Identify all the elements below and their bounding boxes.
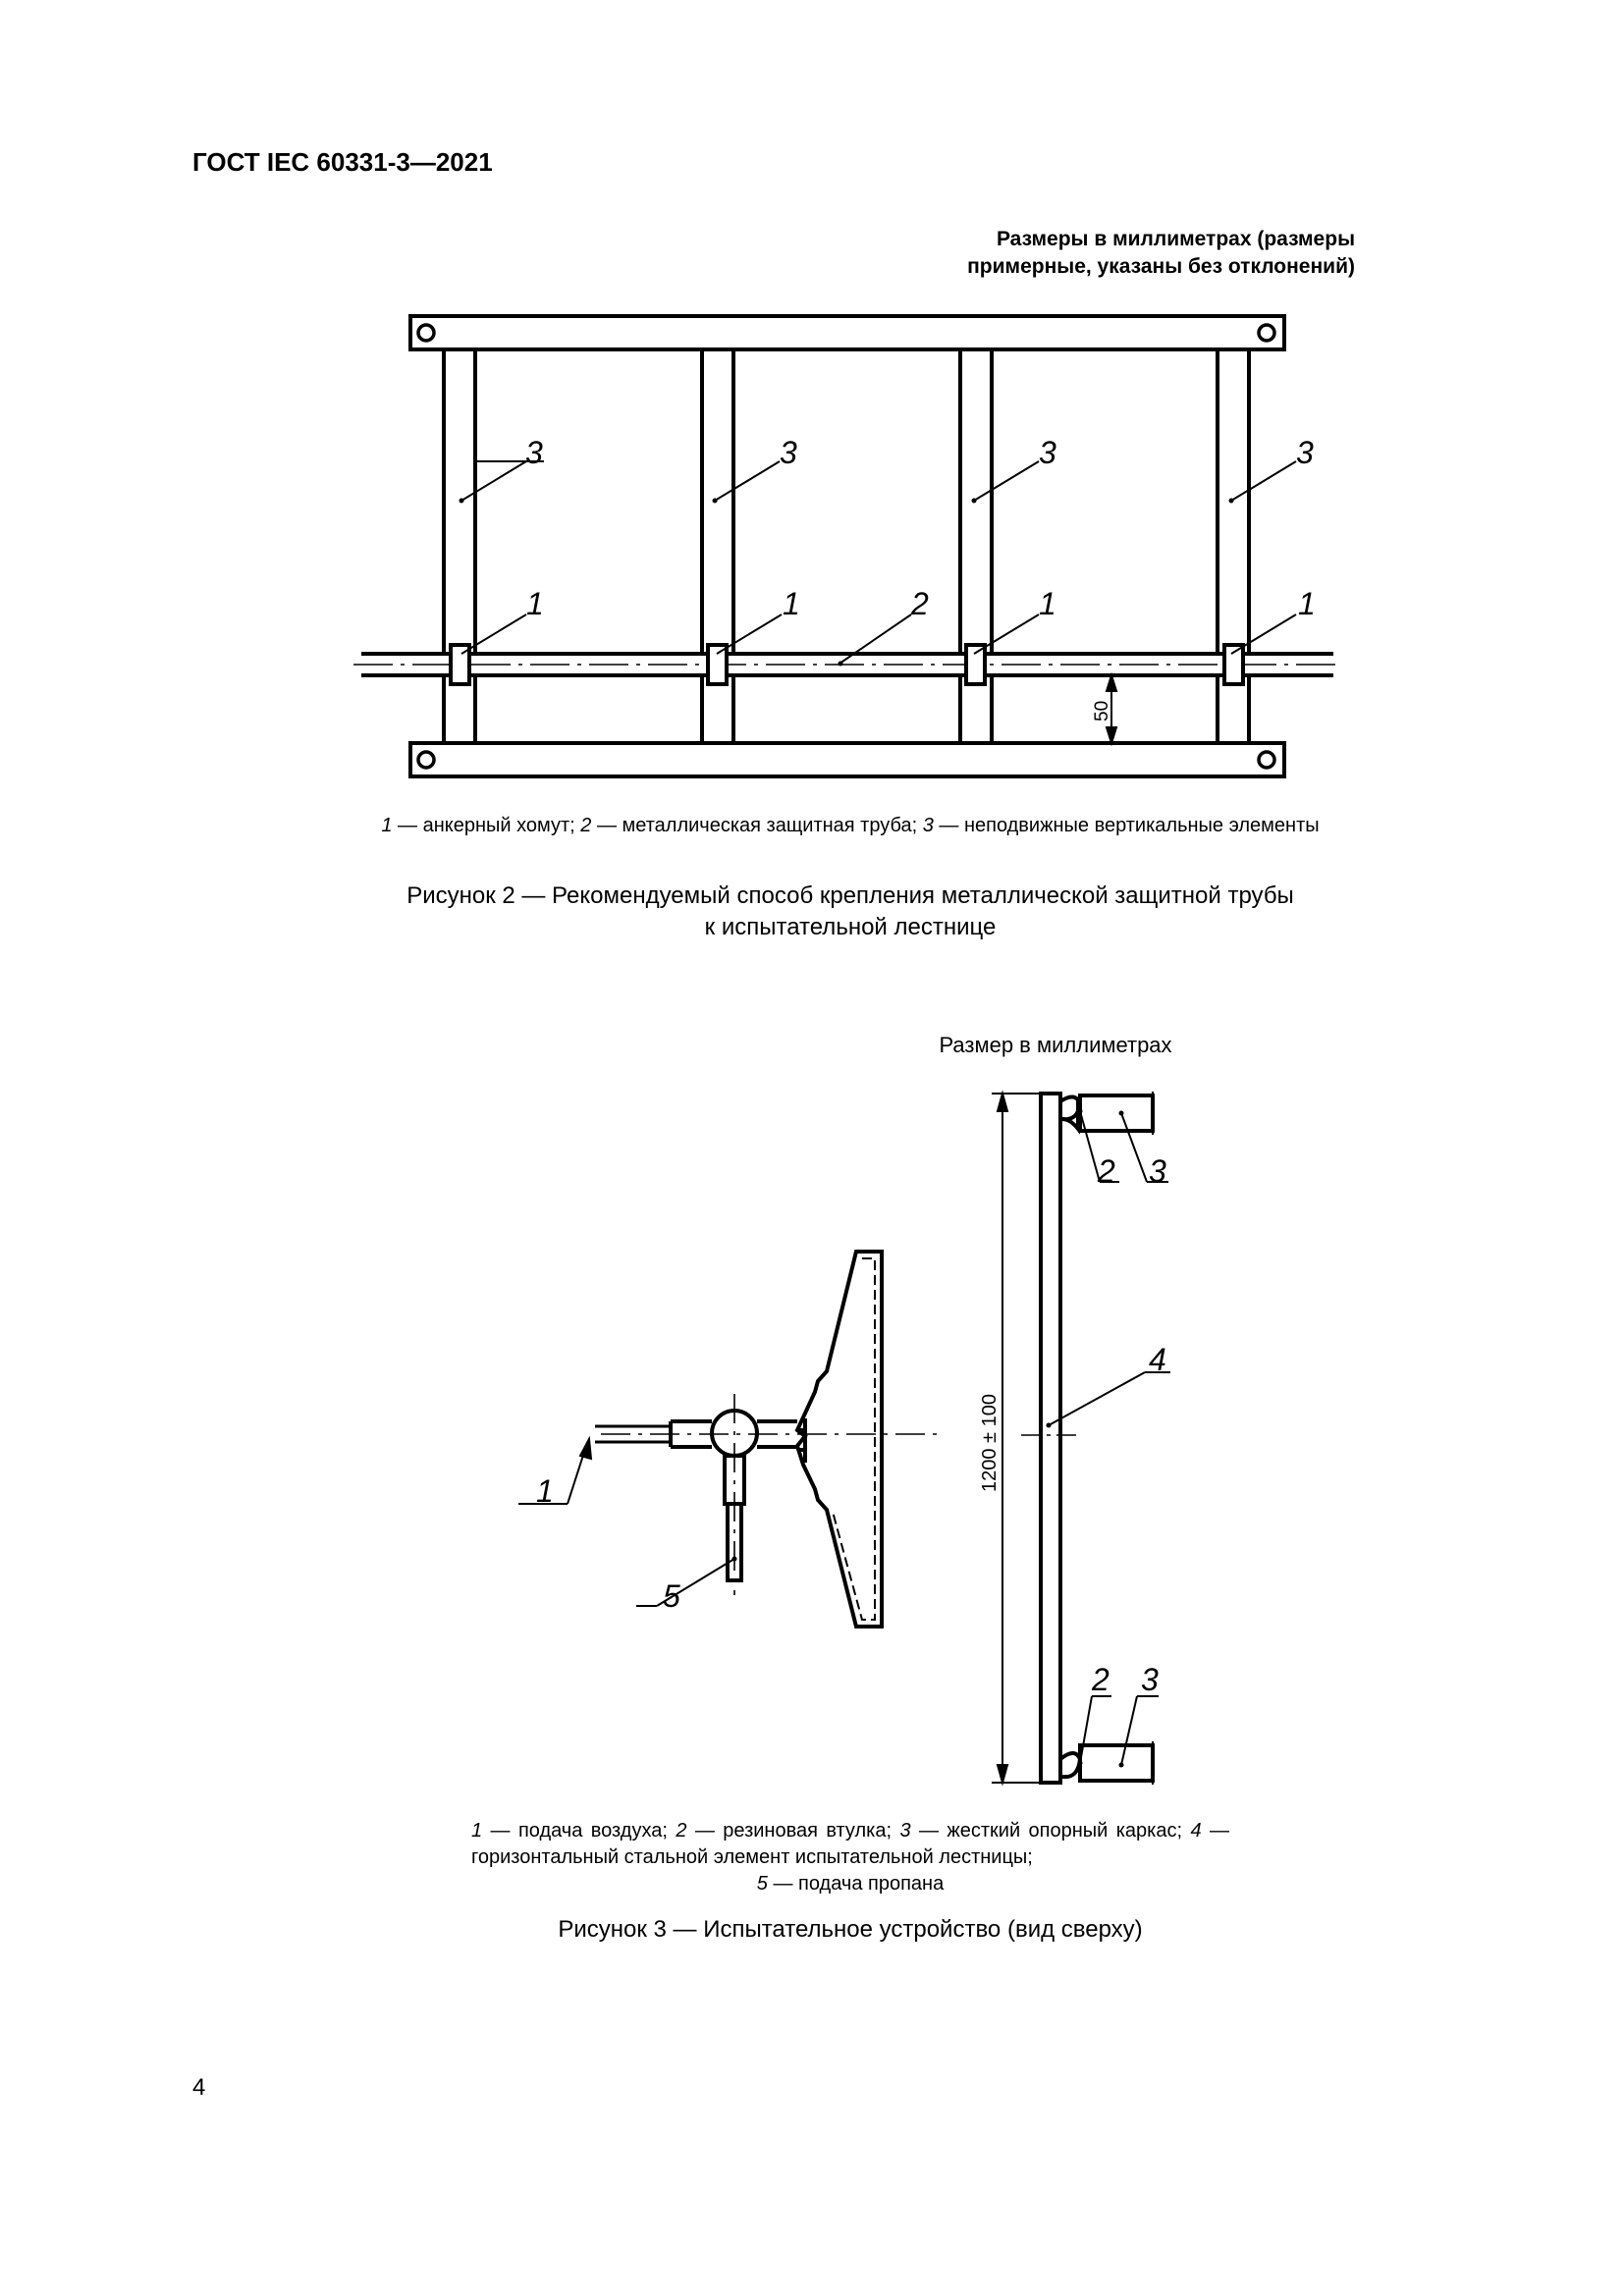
bolt-hole-icon — [1259, 752, 1274, 768]
figure2-caption — [330, 881, 1371, 943]
dimension-50-label: 50 — [1092, 700, 1112, 721]
legend-key: 2 — [676, 1820, 687, 1842]
callout-3: 3 — [525, 435, 543, 470]
callout-3: 3 — [1296, 435, 1314, 470]
legend-key: 3 — [922, 815, 934, 836]
callout-3: 3 — [1141, 1662, 1159, 1697]
callout-3: 3 — [1149, 1153, 1166, 1189]
figure2-caption-line2: к испытательной лестнице — [704, 914, 997, 940]
ladder-horizontal-element — [1041, 1094, 1060, 1783]
callout-5: 5 — [663, 1578, 680, 1614]
legend-key: 1 — [381, 815, 393, 836]
legend-text: — металлическая защитная труба; — [591, 815, 923, 836]
callout-1: 1 — [536, 1473, 554, 1509]
document-header: ГОСТ IEC 60331-3—2021 — [192, 147, 493, 177]
figure3-dimension-note: Размер в миллиметрах — [939, 1033, 1172, 1057]
legend-key: 2 — [580, 815, 592, 836]
anchor-clamp — [1224, 645, 1243, 684]
page-number: 4 — [192, 2074, 206, 2101]
bolt-hole-icon — [1259, 325, 1274, 341]
legend-key: 5 — [756, 1873, 768, 1895]
figure2-dimension-note-line2: примерные, указаны без отклонений) — [967, 255, 1355, 278]
legend-text: — анкерный хомут; — [392, 815, 581, 836]
legend-text: — резиновая втулка; — [686, 1820, 900, 1842]
callout-3: 3 — [1039, 435, 1056, 470]
support-frame-top — [1060, 1095, 1153, 1131]
legend-text: — подача пропана — [767, 1873, 945, 1895]
legend-key: 3 — [899, 1820, 911, 1842]
anchor-clamp — [966, 645, 985, 684]
legend-key: 1 — [471, 1820, 483, 1842]
anchor-clamp — [708, 645, 727, 684]
legend-text: — подача воздуха; — [482, 1820, 677, 1842]
legend-text: — жесткий опорный каркас; — [910, 1820, 1191, 1842]
callout-1: 1 — [783, 586, 800, 621]
dimension-1200-label: 1200 ± 100 — [979, 1394, 1001, 1492]
bolt-hole-icon — [418, 752, 434, 768]
figure2-caption-line1: Рисунок 2 — Рекомендуемый способ крепления металлической защитной трубы — [406, 882, 1294, 909]
callout-1: 1 — [526, 586, 544, 621]
callout-2: 2 — [911, 586, 929, 621]
callout-2: 2 — [1098, 1153, 1115, 1189]
burner-assembly — [595, 1252, 943, 1627]
callout-1: 1 — [1039, 586, 1056, 621]
ladder-bottom-rail — [410, 743, 1284, 776]
callout-2: 2 — [1092, 1662, 1110, 1697]
legend-last-line — [471, 1871, 1229, 1897]
figure3-caption: Рисунок 3 — Испытательное устройство (вид сверху) — [558, 1916, 1143, 1943]
figure2-legend — [379, 813, 1322, 839]
bolt-hole-icon — [418, 325, 434, 341]
legend-text: — неподвижные вертикальные элементы — [933, 815, 1320, 836]
legend-text: — горизонтальный стальной элемент испытательной лестницы; — [471, 1820, 1230, 1868]
legend-key: 4 — [1190, 1820, 1202, 1842]
support-frame-bottom — [1060, 1745, 1153, 1781]
callout-3: 3 — [780, 435, 797, 470]
callout-4: 4 — [1149, 1342, 1166, 1377]
figure3-legend — [471, 1818, 1229, 1897]
figure2-dimension-note-line1: Размеры в миллиметрах (размеры — [996, 228, 1355, 250]
ladder-top-rail — [410, 316, 1284, 349]
callout-1: 1 — [1298, 586, 1316, 621]
